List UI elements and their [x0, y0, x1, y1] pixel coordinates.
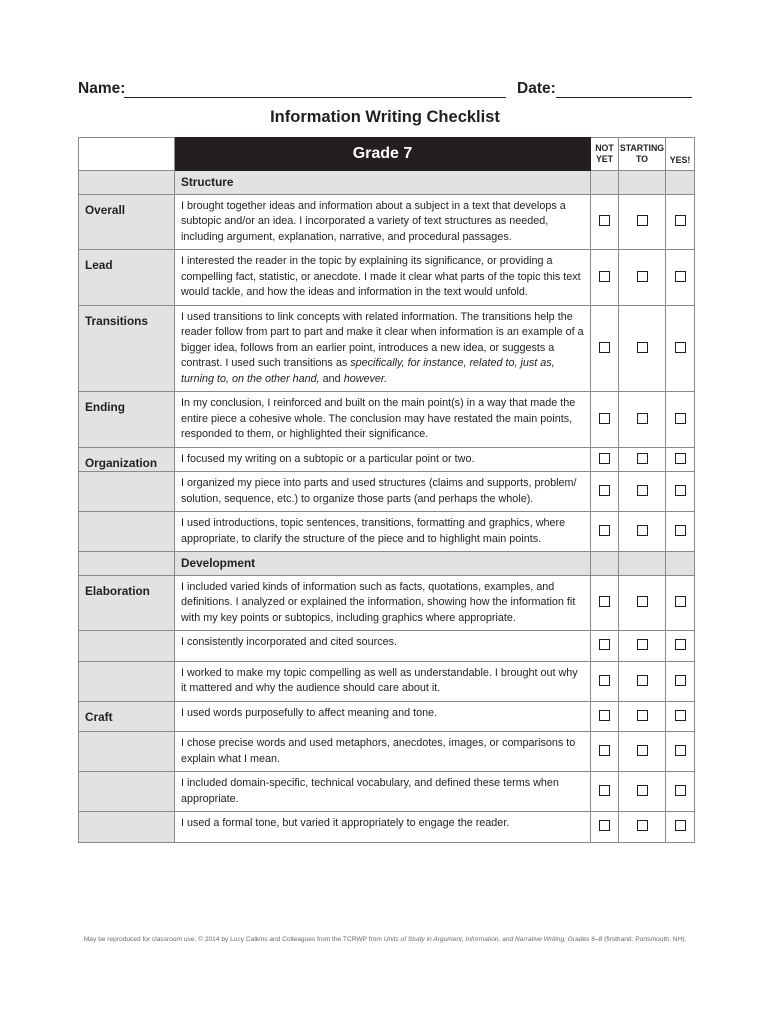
table-row: [79, 631, 695, 662]
checkbox-yes[interactable]: [675, 525, 686, 536]
checkbox-not-yet[interactable]: [599, 413, 610, 424]
table-row: [79, 661, 695, 701]
item-elaboration-3: I worked to make my topic compelling as well as understandable. I brought out why it mattered and why the audience should care about it.: [175, 661, 591, 701]
item-craft-4: I used a formal tone, but varied it appropriately to engage the reader.: [175, 812, 591, 843]
item-lead: I interested the reader in the topic by explaining its significance, or providing a compelling fact, statistic, or anecdote. I made it clear what parts of the topic this text would tackle, and how the ideas and information in the text would unfold.: [175, 250, 591, 306]
page-title: Information Writing Checklist: [270, 108, 500, 126]
checkbox-starting-to[interactable]: [637, 820, 648, 831]
table-row: [79, 512, 695, 552]
column-starting-to: STARTING TO: [619, 138, 666, 171]
table-row: [79, 250, 695, 306]
checkbox-yes[interactable]: [675, 710, 686, 721]
checkbox-starting-to[interactable]: [637, 342, 648, 353]
name-field[interactable]: [124, 97, 506, 98]
name-label: Name:: [78, 80, 126, 97]
category-transitions: Transitions: [79, 305, 175, 392]
checkbox-starting-to[interactable]: [637, 413, 648, 424]
checkbox-not-yet[interactable]: [599, 785, 610, 796]
category-blank: [79, 552, 175, 576]
table-row: [79, 472, 695, 512]
checkbox-starting-to[interactable]: [637, 745, 648, 756]
item-elaboration-1: I included varied kinds of information such as facts, quotations, examples, and definitions. I analyzed or explained the information, showing how the information fit with my key points or subtopics, including graphics where appropriate.: [175, 575, 591, 631]
table-row: [79, 812, 695, 843]
checkbox-not-yet[interactable]: [599, 710, 610, 721]
checkbox-starting-to[interactable]: [637, 710, 648, 721]
item-organization-1: I focused my writing on a subtopic or a particular point or two.: [175, 447, 591, 472]
checkbox-starting-to[interactable]: [637, 785, 648, 796]
item-organization-2: I organized my piece into parts and used structures (claims and supports, problem/ solution, sequence, etc.) to organize those parts (and perhaps the whole).: [175, 472, 591, 512]
checklist-table: [78, 137, 695, 843]
checkbox-not-yet[interactable]: [599, 342, 610, 353]
checkbox-not-yet[interactable]: [599, 485, 610, 496]
section-structure: Structure: [175, 171, 591, 195]
checkbox-yes[interactable]: [675, 215, 686, 226]
table-row: [79, 701, 695, 732]
checkbox-not-yet[interactable]: [599, 675, 610, 686]
checkbox-not-yet[interactable]: [599, 639, 610, 650]
checkbox-yes[interactable]: [675, 639, 686, 650]
table-row: [79, 772, 695, 812]
checkbox-yes[interactable]: [675, 485, 686, 496]
category-ending: Ending: [79, 392, 175, 448]
checkbox-not-yet[interactable]: [599, 596, 610, 607]
checkbox-starting-to[interactable]: [637, 675, 648, 686]
checkbox-yes[interactable]: [675, 596, 686, 607]
table-row: [79, 732, 695, 772]
table-row: [79, 392, 695, 448]
checkbox-starting-to[interactable]: [637, 485, 648, 496]
checkbox-starting-to[interactable]: [637, 596, 648, 607]
item-craft-3: I included domain-specific, technical vocabulary, and defined these terms when appropriate.: [175, 772, 591, 812]
header-blank-cell: [79, 138, 175, 171]
item-ending: In my conclusion, I reinforced and built on the main point(s) in a way that made the entire piece a cohesive whole. The conclusion may have restated the main points, responded to them, or highlighted their significance.: [175, 392, 591, 448]
column-not-yet: NOT YET: [591, 138, 619, 171]
grade-heading: Grade 7: [175, 138, 591, 171]
checkbox-not-yet[interactable]: [599, 525, 610, 536]
category-craft: Craft: [79, 701, 175, 732]
checkbox-starting-to[interactable]: [637, 215, 648, 226]
item-craft-2: I chose precise words and used metaphors, anecdotes, images, or comparisons to explain what I mean.: [175, 732, 591, 772]
table-row: [79, 575, 695, 631]
checkbox-yes[interactable]: [675, 675, 686, 686]
copyright-footer: May be reproduced for classroom use. © 2014 by Lucy Calkins and Colleagues from the TCRWP from Units of Study in Argument, Information, and Narrative Writing, Grades 6–8 (firsthand: Portsmouth, NH).: [83, 936, 687, 943]
category-blank: [79, 171, 175, 195]
date-label: Date:: [517, 80, 556, 97]
checkbox-yes[interactable]: [675, 342, 686, 353]
item-overall: I brought together ideas and information about a subject in a text that develops a subtopic and/or an idea. I incorporated a variety of text structures as needed, including argument, explanation, narrative, and procedural passages.: [175, 194, 591, 250]
checkbox-not-yet[interactable]: [599, 215, 610, 226]
table-row: [79, 447, 695, 472]
checkbox-starting-to[interactable]: [637, 525, 648, 536]
checkbox-starting-to[interactable]: [637, 639, 648, 650]
checkbox-yes[interactable]: [675, 745, 686, 756]
section-row-development: [79, 552, 695, 576]
checkbox-yes[interactable]: [675, 820, 686, 831]
section-development: Development: [175, 552, 591, 576]
checkbox-yes[interactable]: [675, 785, 686, 796]
column-yes: YES!: [666, 138, 695, 171]
checkbox-yes[interactable]: [675, 413, 686, 424]
date-field[interactable]: [556, 97, 692, 98]
item-elaboration-2: I consistently incorporated and cited sources.: [175, 631, 591, 662]
table-header-row: [79, 138, 695, 171]
item-transitions: I used transitions to link concepts with related information. The transitions help the reader follow from part to part and make it clear when information is an example of a bigger idea, follows from an earlier point, introduces a new idea, or suggests a contrast. I used such transitions as specifically, for instance, related to, just as, turning to, on the other hand, and however.: [175, 305, 591, 392]
table-row: [79, 305, 695, 392]
checkbox-not-yet[interactable]: [599, 820, 610, 831]
checkbox-not-yet[interactable]: [599, 271, 610, 282]
category-organization: Organization: [79, 447, 175, 472]
item-organization-3: I used introductions, topic sentences, transitions, formatting and graphics, where appropriate, to clarify the structure of the piece and to highlight main points.: [175, 512, 591, 552]
table-row: [79, 194, 695, 250]
name-date-line: [78, 80, 692, 104]
checkbox-starting-to[interactable]: [637, 271, 648, 282]
category-lead: Lead: [79, 250, 175, 306]
section-row-structure: [79, 171, 695, 195]
checkbox-yes[interactable]: [675, 271, 686, 282]
checkbox-not-yet[interactable]: [599, 745, 610, 756]
item-craft-1: I used words purposefully to affect meaning and tone.: [175, 701, 591, 732]
checkbox-starting-to[interactable]: [637, 453, 648, 464]
checkbox-not-yet[interactable]: [599, 453, 610, 464]
checkbox-yes[interactable]: [675, 453, 686, 464]
category-elaboration: Elaboration: [79, 575, 175, 631]
category-overall: Overall: [79, 194, 175, 250]
